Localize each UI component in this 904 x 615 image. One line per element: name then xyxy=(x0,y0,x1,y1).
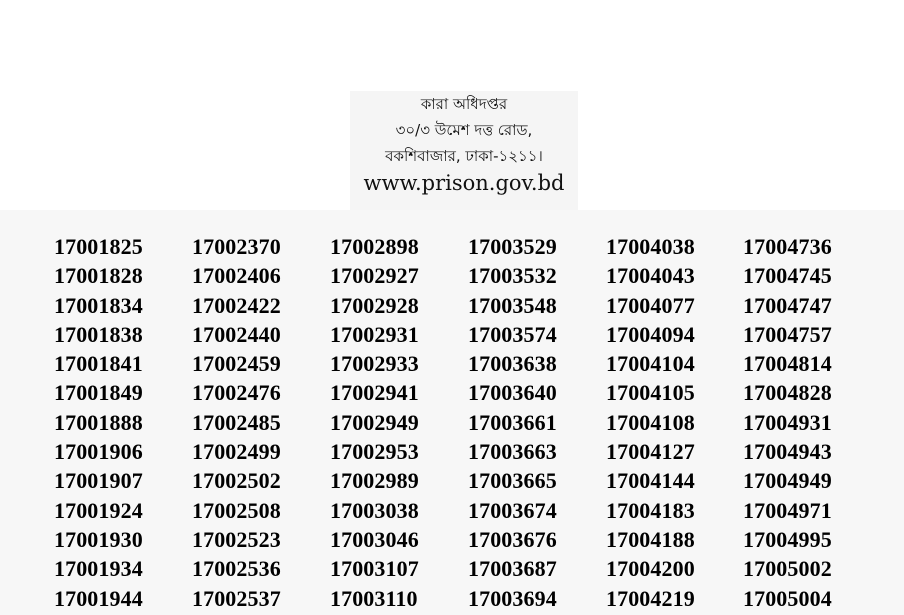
roll-number: 17004104 xyxy=(606,351,695,377)
roll-number: 17004094 xyxy=(606,321,695,347)
roll-number: 17001924 xyxy=(54,497,143,523)
roll-number: 17001888 xyxy=(54,409,143,435)
roll-number: 17001934 xyxy=(54,556,143,582)
office-name: কারা অধিদপ্তর xyxy=(420,95,508,113)
roll-number: 17003110 xyxy=(330,585,418,611)
roll-number: 17004949 xyxy=(743,468,832,494)
roll-number: 17003687 xyxy=(468,556,557,582)
roll-number: 17003046 xyxy=(330,526,419,552)
roll-number: 17004127 xyxy=(606,439,695,465)
roll-number: 17002406 xyxy=(192,263,281,289)
roll-number: 17005004 xyxy=(743,585,832,611)
roll-number: 17002502 xyxy=(192,468,281,494)
roll-number: 17004108 xyxy=(606,409,695,435)
roll-number: 17003640 xyxy=(468,380,557,406)
number-column-5 xyxy=(606,232,746,613)
roll-number: 17002928 xyxy=(330,292,419,318)
number-column-3 xyxy=(330,232,470,613)
number-column-4 xyxy=(468,232,608,613)
website-url: www.prison.gov.bd xyxy=(363,171,565,195)
roll-number: 17001906 xyxy=(54,439,143,465)
roll-number: 17004144 xyxy=(606,468,695,494)
street-address: ৩০/৩ উমেশ দত্ত রোড, xyxy=(395,121,533,139)
roll-number: 17002370 xyxy=(192,234,281,259)
roll-number: 17003676 xyxy=(468,526,557,552)
roll-number: 17001825 xyxy=(54,234,143,259)
roll-number: 17002941 xyxy=(330,380,419,406)
roll-number: 17004943 xyxy=(743,439,832,465)
office-address-block xyxy=(350,91,578,210)
roll-number: 17002523 xyxy=(192,526,281,552)
roll-number: 17003694 xyxy=(468,585,557,611)
roll-number: 17002422 xyxy=(192,292,281,318)
roll-number: 17004971 xyxy=(743,497,832,523)
roll-number: 17001841 xyxy=(54,351,143,377)
roll-number: 17003529 xyxy=(468,234,557,259)
roll-number: 17002537 xyxy=(192,585,281,611)
roll-number: 17003107 xyxy=(330,556,419,582)
roll-number: 17002508 xyxy=(192,497,281,523)
roll-number: 17002440 xyxy=(192,321,281,347)
roll-number: 17003663 xyxy=(468,439,557,465)
roll-number: 17003674 xyxy=(468,497,557,523)
roll-number: 17003665 xyxy=(468,468,557,494)
roll-number: 17002949 xyxy=(330,409,419,435)
roll-number: 17001849 xyxy=(54,380,143,406)
roll-number: 17004931 xyxy=(743,409,832,435)
roll-number: 17004219 xyxy=(606,585,695,611)
roll-number: 17002499 xyxy=(192,439,281,465)
roll-number-grid xyxy=(0,232,904,615)
roll-number: 17004757 xyxy=(743,321,832,347)
roll-number: 17002953 xyxy=(330,439,419,465)
roll-number: 17002485 xyxy=(192,409,281,435)
roll-number: 17003532 xyxy=(468,263,557,289)
roll-number: 17002931 xyxy=(330,321,419,347)
roll-number: 17003638 xyxy=(468,351,557,377)
roll-number: 17004828 xyxy=(743,380,832,406)
roll-number: 17002933 xyxy=(330,351,419,377)
roll-number: 17005002 xyxy=(743,556,832,582)
roll-number: 17003548 xyxy=(468,292,557,318)
roll-number: 17002989 xyxy=(330,468,419,494)
roll-number: 17001834 xyxy=(54,292,143,318)
roll-number: 17004200 xyxy=(606,556,695,582)
roll-number: 17004038 xyxy=(606,234,695,259)
roll-number: 17003574 xyxy=(468,321,557,347)
roll-number: 17004736 xyxy=(743,234,832,259)
roll-number: 17003661 xyxy=(468,409,557,435)
city-address: বকশিবাজার, ঢাকা-১২১১। xyxy=(385,147,543,165)
roll-number: 17002476 xyxy=(192,380,281,406)
roll-number: 17002459 xyxy=(192,351,281,377)
roll-number: 17004183 xyxy=(606,497,695,523)
number-column-6 xyxy=(743,232,883,613)
number-column-1 xyxy=(54,232,194,613)
roll-number: 17001828 xyxy=(54,263,143,289)
roll-number: 17003038 xyxy=(330,497,419,523)
roll-number: 17004747 xyxy=(743,292,832,318)
roll-number: 17001907 xyxy=(54,468,143,494)
roll-number: 17001930 xyxy=(54,526,143,552)
roll-number: 17002536 xyxy=(192,556,281,582)
roll-number: 17001838 xyxy=(54,321,143,347)
roll-number: 17004077 xyxy=(606,292,695,318)
number-column-2 xyxy=(192,232,332,613)
roll-number: 17002898 xyxy=(330,234,419,259)
roll-number: 17004043 xyxy=(606,263,695,289)
roll-number: 17004745 xyxy=(743,263,832,289)
roll-number: 17002927 xyxy=(330,263,419,289)
roll-number: 17004105 xyxy=(606,380,695,406)
roll-number: 17004995 xyxy=(743,526,832,552)
roll-number: 17004814 xyxy=(743,351,832,377)
roll-number: 17004188 xyxy=(606,526,695,552)
roll-number: 17001944 xyxy=(54,585,143,611)
